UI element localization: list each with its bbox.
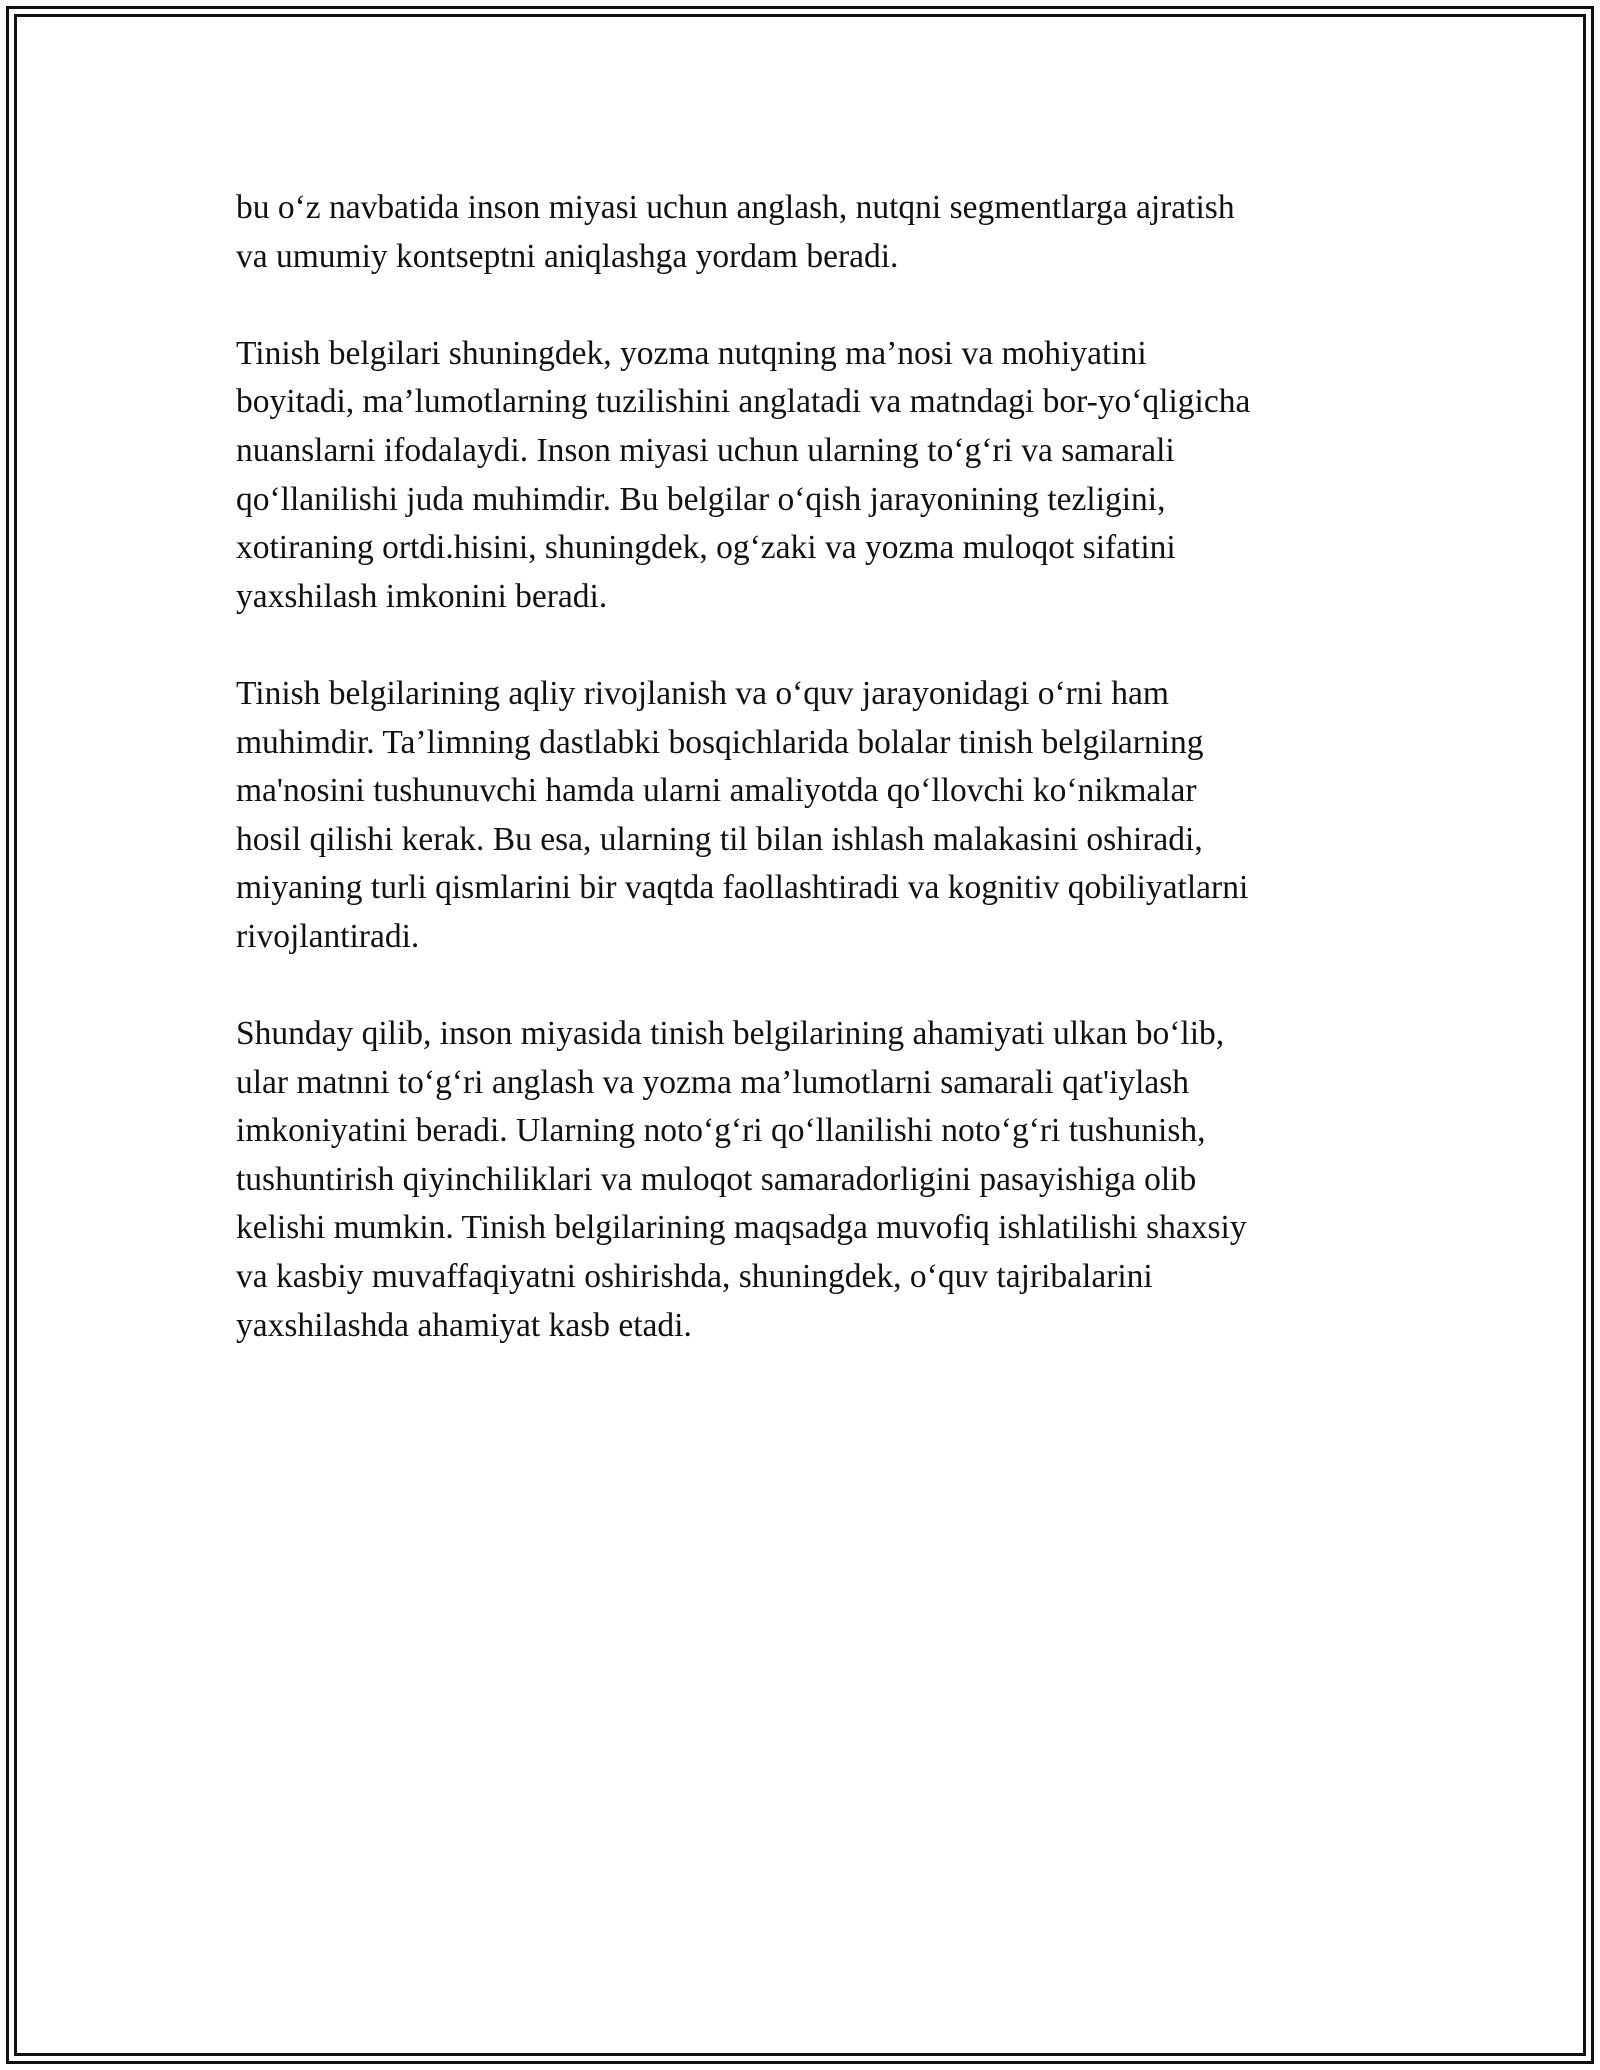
- text-line: tushuntirish qiyinchiliklari va muloqot samaradorligini pasayishiga olib: [236, 1160, 1197, 1198]
- text-line: va umumiy kontseptni aniqlashga yordam beradi.: [236, 237, 899, 275]
- text-line: boyitadi, ma’lumotlarning tuzilishini anglatadi va matndagi bor-yo‘qligicha: [236, 383, 1251, 421]
- paragraph-2: [236, 330, 1366, 622]
- text-line: ular matnni to‘g‘ri anglash va yozma ma’lumotlarni samarali qat'iylash: [236, 1063, 1190, 1101]
- text-line: muhimdir. Ta’limning dastlabki bosqichlarida bolalar tinish belgilarning: [236, 723, 1204, 761]
- text-line: kelishi mumkin. Tinish belgilarining maqsadga muvofiq ishlatilishi shaxsiy: [236, 1209, 1247, 1247]
- paragraph-3: [236, 670, 1366, 962]
- text-line: ma'nosini tushunuvchi hamda ularni amaliyotda qo‘llovchi ko‘nikmalar: [236, 772, 1197, 810]
- text-line: rivojlantiradi.: [236, 917, 420, 955]
- text-line: Shunday qilib, inson miyasida tinish belgilarining ahamiyati ulkan bo‘lib,: [236, 1015, 1225, 1053]
- document-body: [236, 184, 1366, 1399]
- text-line: va kasbiy muvaffaqiyatni oshirishda, shuningdek, o‘quv tajribalarini: [236, 1258, 1153, 1296]
- text-line: yaxshilash imkonini beradi.: [236, 577, 608, 615]
- text-line: hosil qilishi kerak. Bu esa, ularning til bilan ishlash malakasini oshiradi,: [236, 820, 1203, 858]
- paragraph-4: [236, 1010, 1366, 1350]
- text-line: nuanslarni ifodalaydi. Inson miyasi uchun ularning to‘g‘ri va samarali: [236, 431, 1175, 469]
- text-line: yaxshilashda ahamiyat kasb etadi.: [236, 1306, 692, 1344]
- text-line: qo‘llanilishi juda muhimdir. Bu belgilar o‘qish jarayonining tezligini,: [236, 480, 1166, 518]
- text-line: xotiraning ortdi.hisini, shuningdek, og‘zaki va yozma muloqot sifatini: [236, 529, 1176, 567]
- text-line: imkoniyatini beradi. Ularning noto‘g‘ri qo‘llanilishi noto‘g‘ri tushunish,: [236, 1112, 1206, 1150]
- text-line: bu o‘z navbatida inson miyasi uchun anglash, nutqni segmentlarga ajratish: [236, 189, 1235, 226]
- text-line: miyaning turli qismlarini bir vaqtda faollashtiradi va kognitiv qobiliyatlarni: [236, 869, 1249, 907]
- text-line: Tinish belgilari shuningdek, yozma nutqning ma’nosi va mohiyatini: [236, 334, 1147, 372]
- text-line: Tinish belgilarining aqliy rivojlanish va o‘quv jarayonidagi o‘rni ham: [236, 674, 1169, 712]
- paragraph-1: [236, 184, 1366, 281]
